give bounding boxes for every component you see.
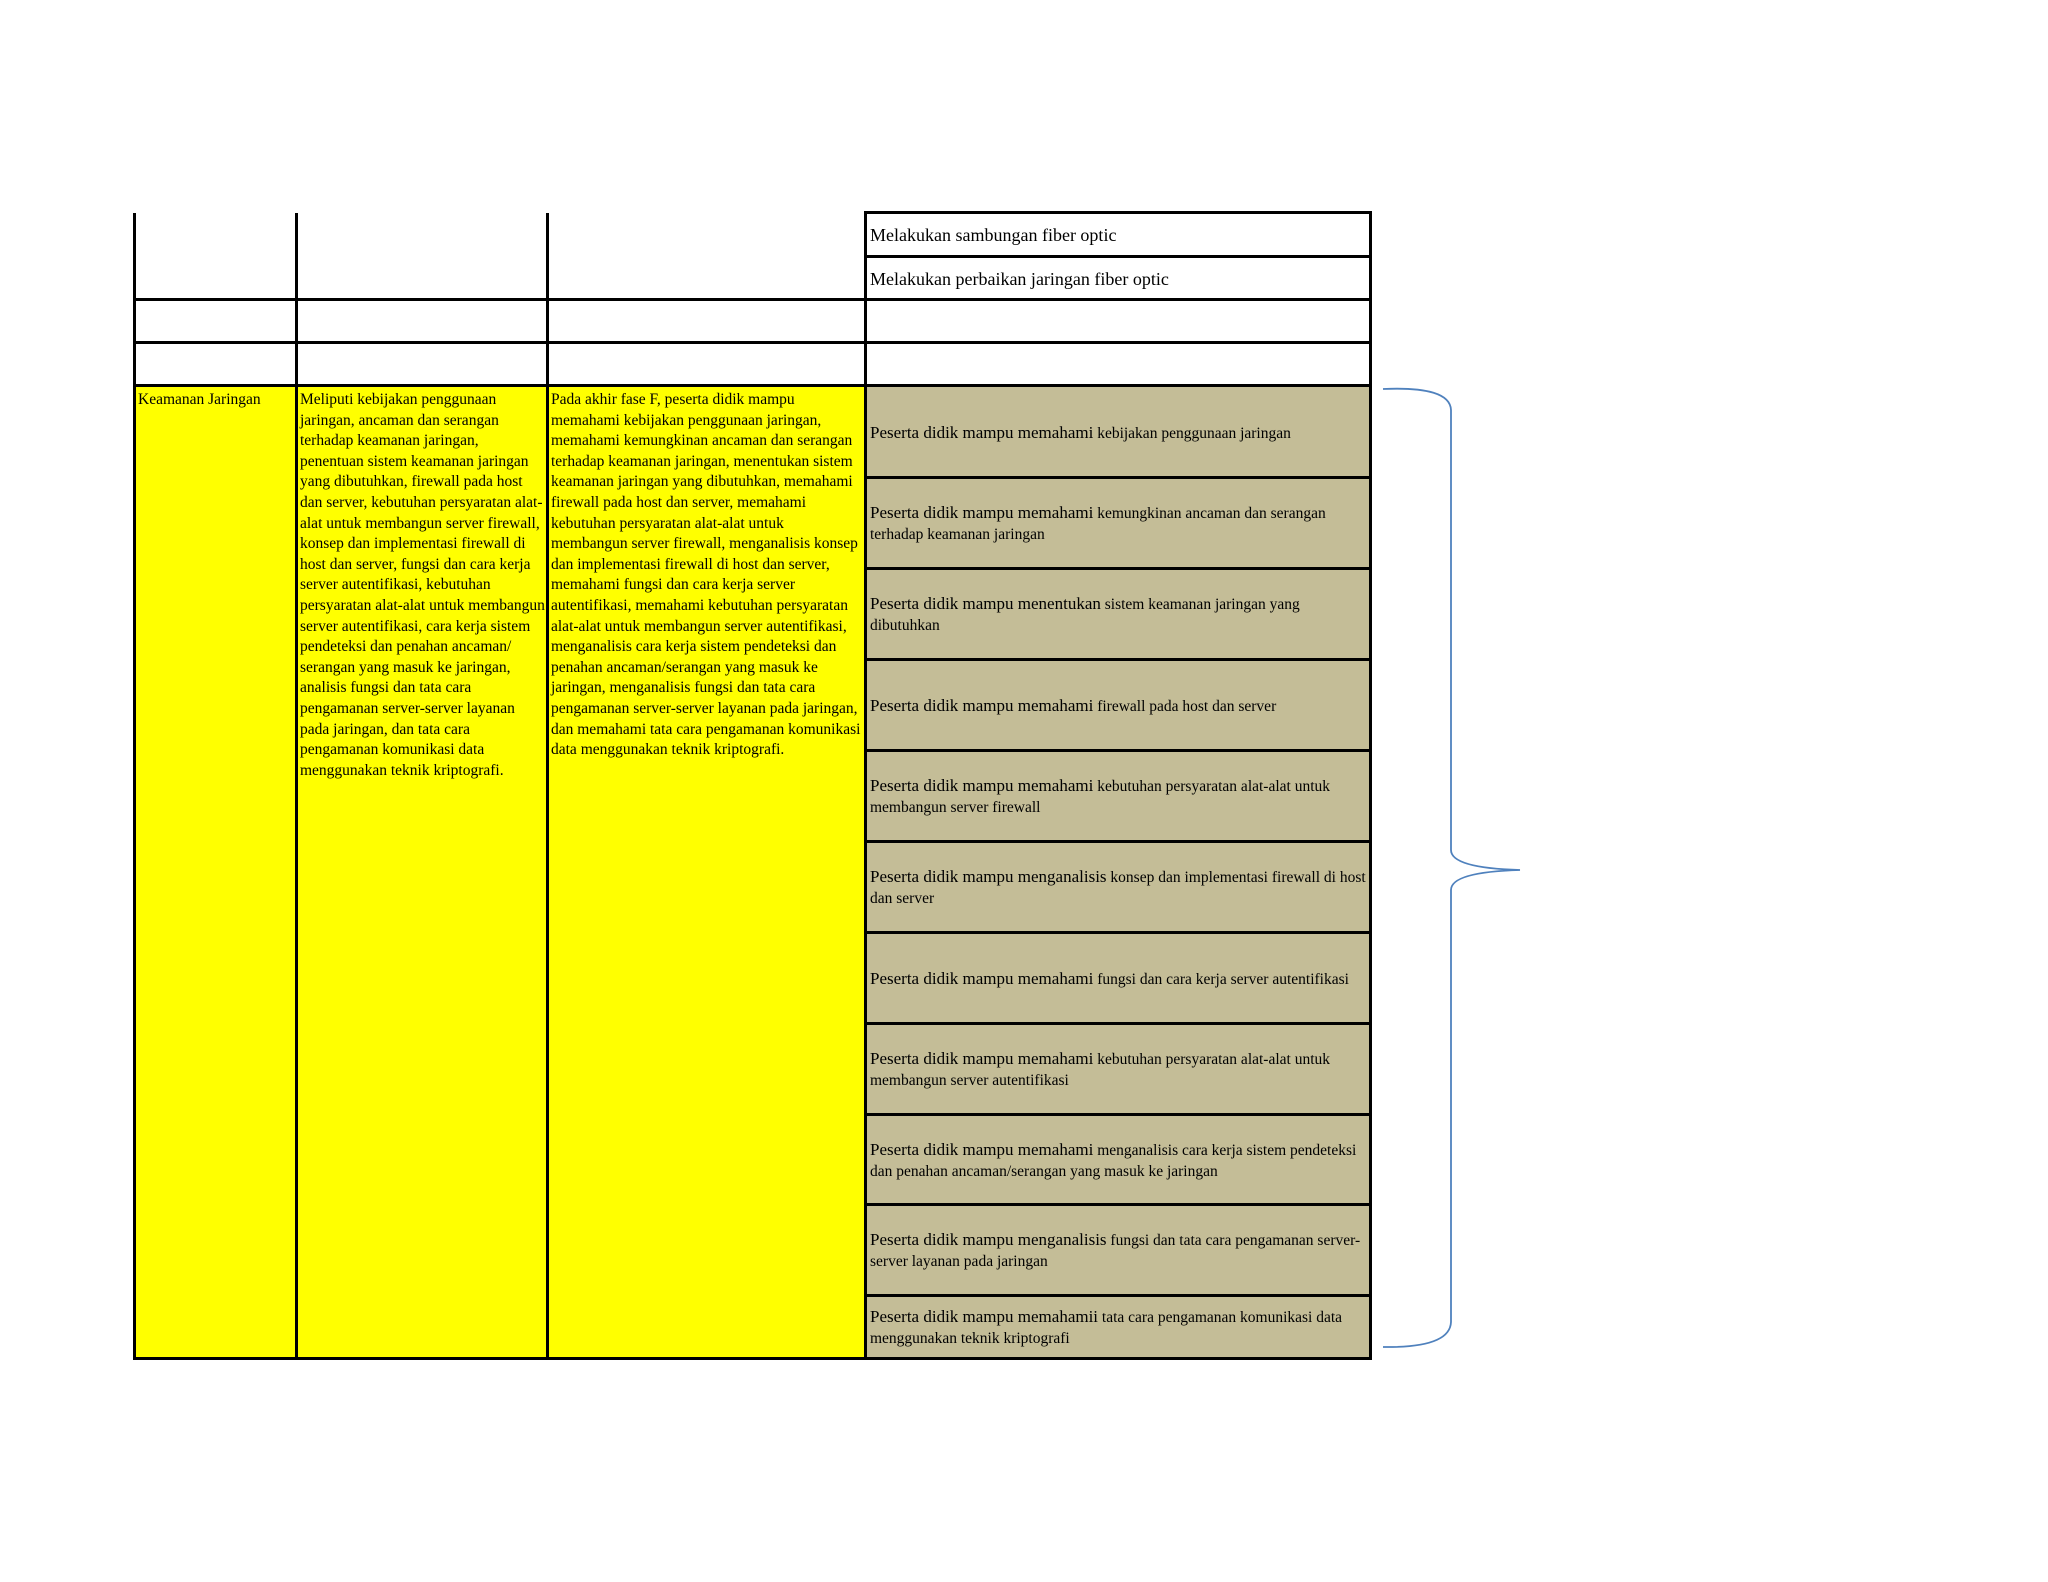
objective-text: Peserta didik mampu memahami kemungkinan ancaman dan serangan terhadap keamanan jaringan [870, 503, 1326, 543]
objective-text: Peserta didik mampu menganalisis konsep dan implementasi firewall di host dan server [870, 867, 1366, 907]
objective-text: Peserta didik mampu memahami kebutuhan persyaratan alat-alat untuk membangun server firewall [870, 776, 1331, 816]
objective-text: Peserta didik mampu memahami kebijakan penggunaan jaringan [870, 422, 1291, 442]
element-name: Keamanan Jaringan [138, 391, 261, 408]
fiber-row-1-text: Melakukan sambungan fiber optic [870, 225, 1117, 245]
fiber-row-2-text: Melakukan perbaikan jaringan fiber optic [870, 268, 1169, 289]
objective-text: Peserta didik mampu menganalisis fungsi dan tata cara pengamanan server-server layanan pada jaringan [870, 1230, 1361, 1270]
objective-text: Peserta didik mampu memahami firewall pada host dan server [870, 695, 1277, 715]
objective-text: Peserta didik mampu memahamii tata cara pengamanan komunikasi data menggunakan teknik kriptografi [870, 1306, 1343, 1347]
objective-text: Peserta didik mampu memahami fungsi dan cara kerja server autentifikasi [870, 968, 1349, 988]
objective-text: Peserta didik mampu memahami kebutuhan persyaratan alat-alat untuk membangun server autentifikasi [870, 1049, 1331, 1089]
scope-text: Meliputi kebijakan penggunaan jaringan, ancaman dan serangan terhadap keamanan jaringan, penentuan sistem keamanan jaringan yang dibutuhkan, firewall pada host dan server, kebutuhan persyaratan alat-alat untuk membangun server firewall, konsep dan implementasi firewall di host dan server, fungsi dan cara kerja server autentifikasi, kebutuhan persyaratan alat-alat untuk membangun server autentifikasi, cara kerja sistem pendeteksi dan penahan ancaman/ serangan yang masuk ke jaringan, analisis fungsi dan tata cara pengamanan server-server layanan pada jaringan, dan tata cara pengamanan komunikasi data menggunakan teknik kriptografi. [300, 391, 545, 779]
objective-text: Peserta didik mampu memahami menganalisis cara kerja sistem pendeteksi dan penahan ancaman/serangan yang masuk ke jaringan [870, 1139, 1357, 1180]
objective-text: Peserta didik mampu menentukan sistem keamanan jaringan yang dibutuhkan [870, 594, 1300, 634]
learning-outcome-text: Pada akhir fase F, peserta didik mampu memahami kebijakan penggunaan jaringan, memahami kemungkinan ancaman dan serangan terhadap keamanan jaringan, menentukan sistem keamanan jaringan yang dibutuhkan, memahami firewall pada host dan server, memahami kebutuhan persyaratan alat-alat untuk membangun server firewall, menganalisis konsep dan implementasi firewall di host dan server, memahami fungsi dan cara kerja server autentifikasi, memahami kebutuhan persyaratan alat-alat untuk membangun server autentifikasi, menganalisis cara kerja sistem pendeteksi dan penahan ancaman/serangan yang masuk ke jaringan, menganalisis fungsi dan tata cara pengamanan server-server layanan pada jaringan, dan memahami tata cara pengamanan komunikasi data menggunakan teknik kriptografi. [551, 391, 861, 759]
